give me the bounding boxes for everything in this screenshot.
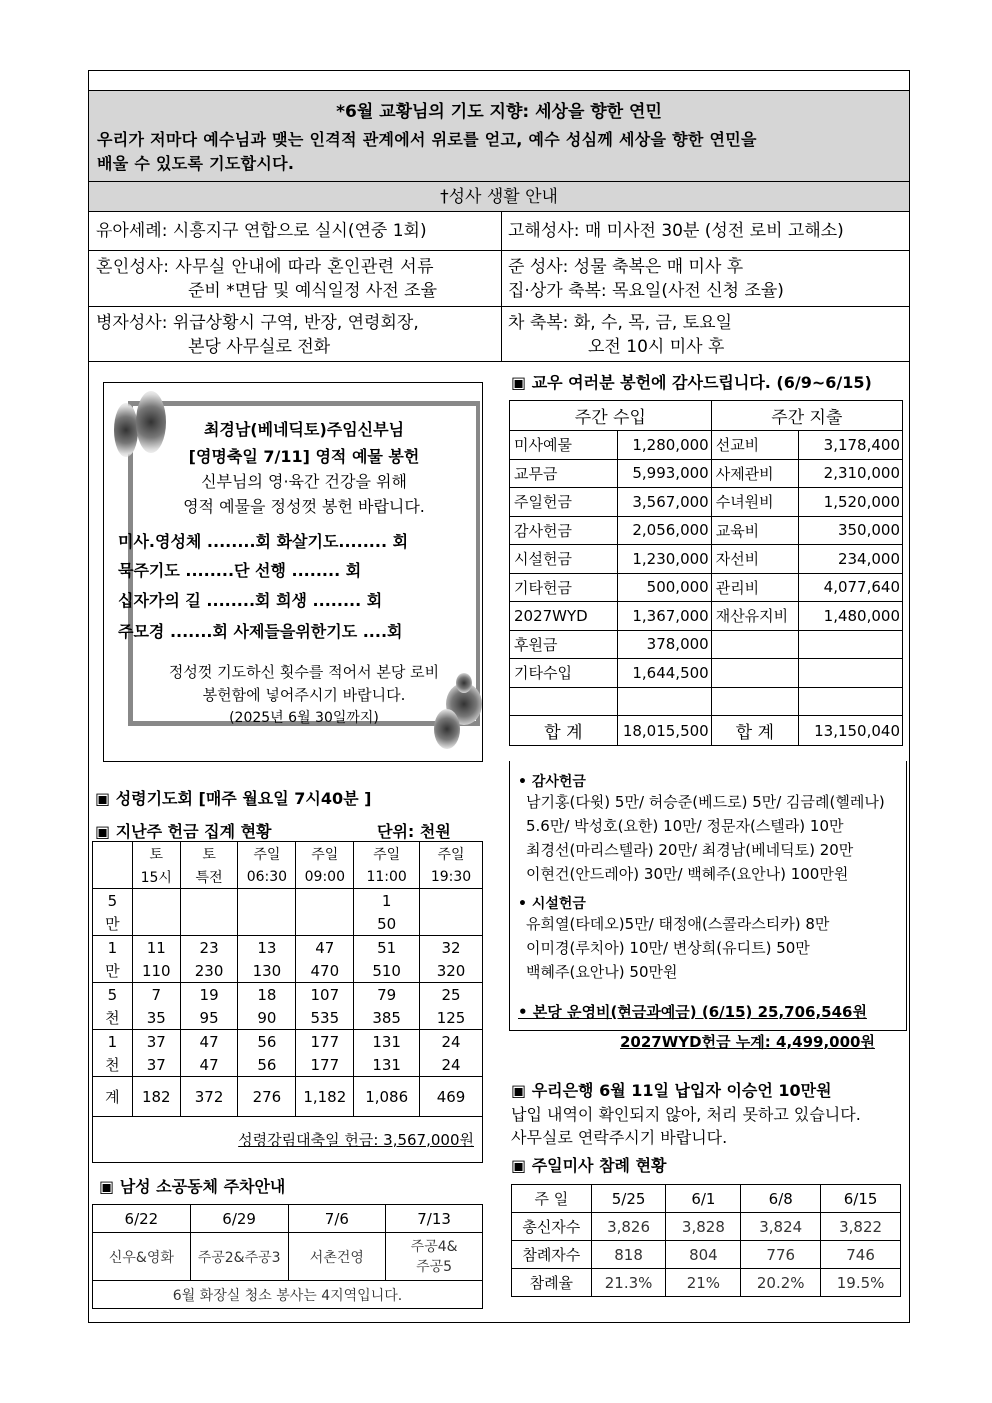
baptism-info: 유아세례: 시흥지구 연합으로 실시(연중 1회) (96, 221, 427, 241)
prayer-title: *6월 교황님의 기도 지향: 세상을 향한 연민 (336, 102, 662, 122)
cash-row-label: 1 (93, 936, 133, 960)
finance-table (509, 400, 903, 746)
finance-amount: 378,000 (617, 630, 711, 659)
parking-group: 신우&영화 (93, 1233, 191, 1281)
finance-item (711, 630, 798, 659)
thanks-offering-line: 최경선(마리스텔라) 20만/ 최경남(베네딕토) 20만 (526, 841, 854, 859)
income-header: 주간 수입 (510, 401, 712, 431)
cash-cell: 130 (238, 959, 296, 983)
parking-date: 6/22 (93, 1205, 191, 1233)
cash-header-cell: 주일 (420, 842, 483, 867)
bank-notice-line: 납입 내역이 확인되지 않아, 처리 못하고 있습니다. (511, 1105, 861, 1124)
cash-cell: 47 (296, 936, 354, 960)
finance-item: 미사예물 (510, 431, 618, 460)
finance-item: 기타수입 (510, 659, 618, 688)
cash-cell: 37 (132, 1030, 180, 1054)
cash-cell: 107 (296, 983, 354, 1007)
car-blessing-info (501, 311, 732, 359)
prayer-intention-box (89, 90, 909, 182)
marriage-info (89, 255, 499, 303)
attendance-value: 804 (666, 1241, 741, 1269)
parking-date: 6/29 (190, 1205, 288, 1233)
finance-amount: 234,000 (799, 545, 903, 574)
cash-row-label: 만 (93, 912, 133, 936)
blessing-info (501, 255, 784, 303)
cash-row-label: 천 (93, 1053, 133, 1077)
attendance-header: 6/8 (741, 1185, 821, 1213)
finance-total-income: 18,015,500 (617, 716, 711, 746)
finance-amount: 4,077,640 (799, 573, 903, 602)
cash-row-label: 5 (93, 983, 133, 1007)
finance-item: 기타헌금 (510, 573, 618, 602)
finance-amount: 1,644,500 (617, 659, 711, 688)
finance-item: 관리비 (711, 573, 798, 602)
attendance-header: 6/1 (666, 1185, 741, 1213)
marriage-line: 준비 *면담 및 예식일정 사전 조율 (188, 281, 438, 301)
cash-cell: 385 (354, 1006, 420, 1030)
finance-item: 시설헌금 (510, 545, 618, 574)
attendance-value: 3,828 (666, 1213, 741, 1241)
finance-amount (799, 659, 903, 688)
finance-amount: 500,000 (617, 573, 711, 602)
attendance-value: 3,824 (741, 1213, 821, 1241)
cash-cell: 25 (420, 983, 483, 1007)
expense-header: 주간 지출 (711, 401, 902, 431)
bouquet-deadline: (2025년 6월 30일까지) (229, 710, 379, 726)
attendance-header: 주 일 (512, 1185, 592, 1213)
cash-header-cell: 09:00 (296, 867, 354, 889)
sick-info (89, 311, 419, 359)
sacrament-guide-title: †성사 생활 안내 (89, 182, 909, 212)
finance-amount (799, 630, 903, 659)
finance-item: 교무금 (510, 459, 618, 488)
cash-cell: 276 (238, 1077, 296, 1117)
prayer-line: 배울 수 있도록 기도합시다. (97, 154, 295, 173)
tally-row: 십자가의 길 ........회 희생 ........ 회 (118, 591, 383, 610)
holy-spirit-prayer-title: ▣ 성령기도회 [매주 월요일 7시40분 ] (95, 789, 372, 808)
bank-notice-line: 사무실로 연락주시기 바랍니다. (511, 1128, 728, 1147)
cash-row-label: 만 (93, 959, 133, 983)
cash-row-label: 1 (93, 1030, 133, 1054)
thanks-offering-line: 5.6만/ 박성호(요한) 10만/ 정문자(스텔라) 10만 (526, 817, 844, 835)
cash-header-cell: 19:30 (420, 867, 483, 889)
cash-cell (296, 912, 354, 936)
cash-summary-title: ▣ 지난주 헌금 집계 현황 (95, 822, 272, 841)
cash-header-cell: 15시 (132, 867, 180, 889)
cash-cell: 35 (132, 1006, 180, 1030)
attendance-title: ▣ 주일미사 참례 현황 (511, 1156, 667, 1175)
cash-cell: 95 (180, 1006, 238, 1030)
cash-row-label: 5 (93, 889, 133, 913)
sick-line: 본당 사무실로 전화 (188, 337, 331, 357)
finance-item: 사제관비 (711, 459, 798, 488)
facility-offering-line: 백혜주(요안나) 50만원 (526, 963, 678, 981)
finance-item (510, 687, 618, 716)
parking-group: 주공4& 주공5 (386, 1233, 483, 1281)
cash-cell (132, 912, 180, 936)
cash-cell: 131 (354, 1053, 420, 1077)
cash-header-cell (93, 867, 133, 889)
cash-cell: 24 (420, 1030, 483, 1054)
cash-row-label: 천 (93, 1006, 133, 1030)
spiritual-bouquet-box (103, 382, 483, 762)
finance-amount: 1,520,000 (799, 488, 903, 517)
priest-name: 최경남(베네딕토)주임신부님 (203, 420, 405, 439)
bouquet-desc: 영적 예물을 정성껏 봉헌 바랍니다. (183, 497, 425, 516)
finance-amount: 3,567,000 (617, 488, 711, 517)
cash-cell: 535 (296, 1006, 354, 1030)
cash-cell: 230 (180, 959, 238, 983)
parking-date: 7/13 (386, 1205, 483, 1233)
prayer-line: 우리가 저마다 예수님과 맺는 인격적 관계에서 위로를 얻고, 예수 성심께 세상을 향한 연민을 (97, 130, 757, 149)
cash-header-cell: 06:30 (238, 867, 296, 889)
bulletin-page (88, 70, 910, 1323)
cash-cell: 90 (238, 1006, 296, 1030)
attendance-value: 746 (821, 1241, 901, 1269)
cash-cell: 24 (420, 1053, 483, 1077)
finance-item: 선교비 (711, 431, 798, 460)
cash-header-cell (93, 842, 133, 867)
attendance-value: 20.2% (741, 1269, 821, 1297)
attendance-table (511, 1184, 901, 1297)
finance-amount: 5,993,000 (617, 459, 711, 488)
cash-header-cell: 주일 (238, 842, 296, 867)
cash-cell: 23 (180, 936, 238, 960)
bouquet-note: 봉헌함에 넣어주시기 바랍니다. (202, 686, 406, 704)
guide-divider (501, 212, 502, 361)
parking-group: 서촌건영 (288, 1233, 386, 1281)
cash-cell (296, 889, 354, 913)
cash-cell (420, 889, 483, 913)
cash-cell: 177 (296, 1030, 354, 1054)
finance-item: 2027WYD (510, 602, 618, 631)
offerings-box (509, 761, 907, 1051)
marriage-line: 혼인성사: 사무실 안내에 따라 혼인관련 서류 (96, 257, 434, 277)
cash-cell: 320 (420, 959, 483, 983)
cash-cell: 177 (296, 1053, 354, 1077)
parking-title: ▣ 남성 소공동체 주차안내 (99, 1177, 286, 1196)
parking-group: 주공2&주공3 (190, 1233, 288, 1281)
cash-cell: 79 (354, 983, 420, 1007)
finance-amount: 350,000 (799, 516, 903, 545)
wyd-total: 2027WYD헌금 누계: 4,499,000원 (620, 1033, 875, 1051)
thanks-offering-line: 이현건(안드레아) 30만/ 백혜주(요안나) 100만원 (526, 865, 849, 883)
facility-offering-line: 유희열(타데오)5만/ 태정애(스콜라스티카) 8만 (526, 915, 830, 933)
cash-row-label: 계 (93, 1077, 133, 1117)
tally-row: 묵주기도 ........단 선행 ........ 회 (118, 561, 362, 580)
parking-date: 7/6 (288, 1205, 386, 1233)
cash-header-cell: 주일 (296, 842, 354, 867)
attendance-value: 21.3% (591, 1269, 666, 1297)
prayer-body (89, 128, 909, 176)
finance-item: 재산유지비 (711, 602, 798, 631)
cash-header-cell: 토 (132, 842, 180, 867)
thanks-offering-line: 남기홍(다윗) 5만/ 허승준(베드로) 5만/ 김금례(헬레나) (526, 793, 885, 811)
finance-amount: 2,310,000 (799, 459, 903, 488)
facility-offering-title: • 시설헌금 (518, 896, 586, 912)
cash-cell: 131 (354, 1030, 420, 1054)
finance-item: 주일헌금 (510, 488, 618, 517)
cash-cell: 469 (420, 1077, 483, 1117)
cash-cell: 47 (180, 1030, 238, 1054)
finance-amount: 3,178,400 (799, 431, 903, 460)
cash-cell: 56 (238, 1030, 296, 1054)
car-line: 오전 10시 미사 후 (588, 337, 725, 357)
bouquet-note: 정성껏 기도하신 횟수를 적어서 본당 로비 (168, 663, 440, 681)
finance-item (711, 659, 798, 688)
attendance-label: 참례율 (512, 1269, 592, 1297)
cash-header-cell: 11:00 (354, 867, 420, 889)
bouquet-desc: 신부님의 영·육간 건강을 위해 (201, 472, 407, 491)
finance-amount: 2,056,000 (617, 516, 711, 545)
cash-cell: 13 (238, 936, 296, 960)
finance-amount: 1,367,000 (617, 602, 711, 631)
finance-total-label: 합 계 (510, 716, 618, 746)
feast-title: [영명축일 7/11] 영적 예물 봉헌 (188, 447, 420, 466)
finance-amount: 1,230,000 (617, 545, 711, 574)
cash-cell: 47 (180, 1053, 238, 1077)
cash-header-cell: 토 (180, 842, 238, 867)
attendance-label: 참례자수 (512, 1241, 592, 1269)
operating-fund: • 본당 운영비(현금과예금) (6/15) 25,706,546원 (518, 1003, 867, 1021)
cash-cell: 37 (132, 1053, 180, 1077)
cash-header-cell: 특전 (180, 867, 238, 889)
cash-cell: 1,086 (354, 1077, 420, 1117)
cash-cell: 56 (238, 1053, 296, 1077)
finance-total-expense: 13,150,040 (799, 716, 903, 746)
attendance-value: 776 (741, 1241, 821, 1269)
finance-amount: 1,480,000 (799, 602, 903, 631)
bank-notice-title: ▣ 우리은행 6월 11일 납입자 이승언 10만원 (511, 1081, 832, 1100)
blessing-line: 준 성사: 성물 축복은 매 미사 후 (508, 257, 744, 277)
cash-cell: 110 (132, 959, 180, 983)
parking-table (92, 1204, 483, 1309)
finance-total-label: 합 계 (711, 716, 798, 746)
finance-item: 자선비 (711, 545, 798, 574)
cash-cell: 18 (238, 983, 296, 1007)
attendance-value: 3,822 (821, 1213, 901, 1241)
attendance-value: 19.5% (821, 1269, 901, 1297)
cash-header-cell: 주일 (354, 842, 420, 867)
attendance-header: 6/15 (821, 1185, 901, 1213)
finance-item: 교육비 (711, 516, 798, 545)
cash-cell: 11 (132, 936, 180, 960)
cash-summary-table (92, 841, 483, 1163)
pentecost-offering: 성령강림대축일 헌금: 3,567,000원 (93, 1117, 483, 1163)
cash-cell: 470 (296, 959, 354, 983)
cash-cell (180, 912, 238, 936)
cash-cell: 125 (420, 1006, 483, 1030)
finance-amount (799, 687, 903, 716)
attendance-value: 818 (591, 1241, 666, 1269)
thanks-offering-title: • 감사헌금 (518, 774, 586, 790)
cleaning-notice: 6월 화장실 청소 봉사는 4지역입니다. (93, 1281, 483, 1309)
tally-row: 미사.영성체 ........회 화살기도........ 회 (118, 532, 409, 551)
cash-cell (132, 889, 180, 913)
cash-cell: 50 (354, 912, 420, 936)
cash-cell: 182 (132, 1077, 180, 1117)
cash-cell: 1,182 (296, 1077, 354, 1117)
cash-cell (238, 912, 296, 936)
tally-row: 주모경 .......회 사제들을위한기도 ....회 (118, 622, 403, 641)
cash-unit: 단위: 천원 (377, 822, 451, 841)
cash-cell (238, 889, 296, 913)
attendance-value: 21% (666, 1269, 741, 1297)
attendance-label: 총신자수 (512, 1213, 592, 1241)
facility-offering-line: 이미경(루치아) 10만/ 변상희(유디트) 50만 (526, 939, 810, 957)
blessing-line: 집·상가 축복: 목요일(사전 신청 조율) (508, 281, 784, 301)
finance-item (711, 687, 798, 716)
car-line: 차 축복: 화, 수, 목, 금, 토요일 (508, 313, 732, 333)
attendance-header: 5/25 (591, 1185, 666, 1213)
cash-cell: 372 (180, 1077, 238, 1117)
finance-item: 후원금 (510, 630, 618, 659)
finance-item: 수녀원비 (711, 488, 798, 517)
confession-info: 고해성사: 매 미사전 30분 (성전 로비 고해소) (508, 221, 844, 241)
cash-cell (180, 889, 238, 913)
cash-cell: 510 (354, 959, 420, 983)
finance-title: ▣ 교우 여러분 봉헌에 감사드립니다. (6/9~6/15) (511, 373, 872, 392)
cash-cell: 32 (420, 936, 483, 960)
sick-line: 병자성사: 위급상황시 구역, 반장, 연령회장, (96, 313, 419, 333)
cash-cell: 51 (354, 936, 420, 960)
cash-cell: 7 (132, 983, 180, 1007)
finance-amount: 1,280,000 (617, 431, 711, 460)
cash-cell: 19 (180, 983, 238, 1007)
finance-amount (617, 687, 711, 716)
cash-cell (420, 912, 483, 936)
finance-item: 감사헌금 (510, 516, 618, 545)
cash-cell: 1 (354, 889, 420, 913)
sacrament-guide-grid (89, 212, 909, 362)
attendance-value: 3,826 (591, 1213, 666, 1241)
